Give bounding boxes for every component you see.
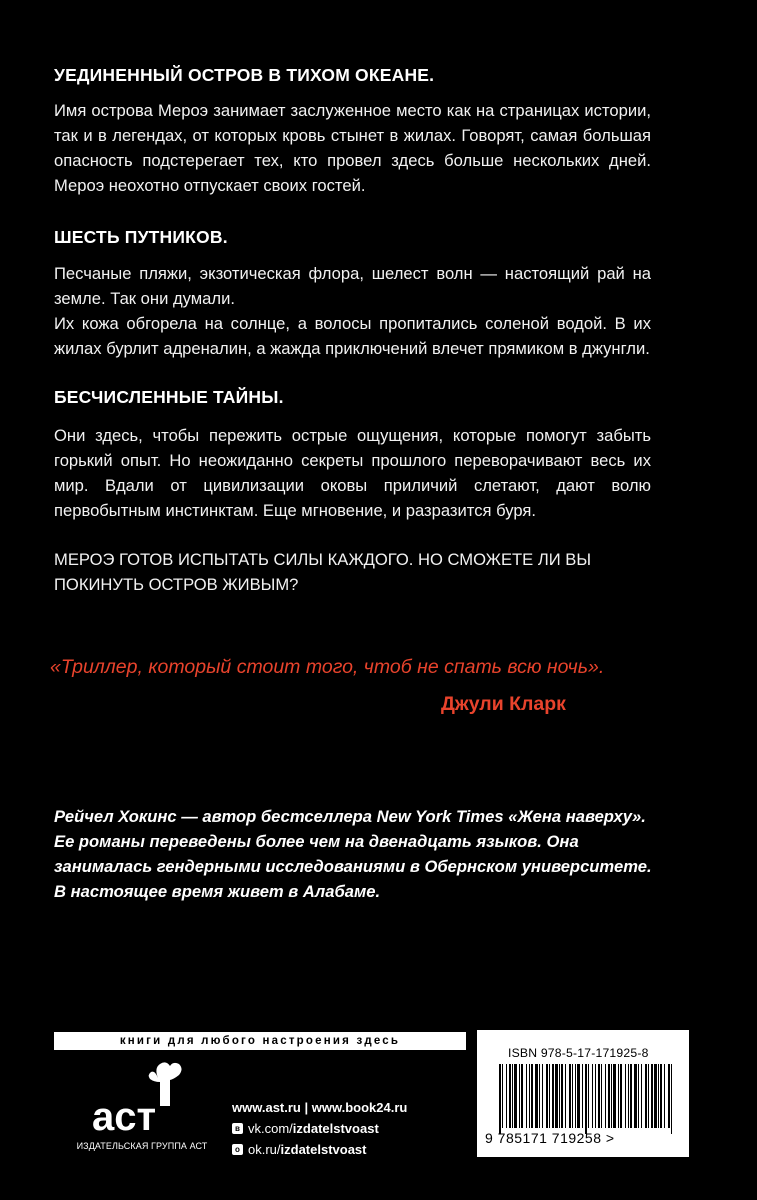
- ok-link-handle[interactable]: izdatelstvoast: [280, 1142, 367, 1157]
- websites-link[interactable]: www.ast.ru | www.book24.ru: [232, 1100, 408, 1115]
- closing-paragraph: [54, 547, 651, 597]
- ok-link-prefix[interactable]: ok.ru/: [248, 1142, 281, 1157]
- island-paragraph: [54, 98, 651, 198]
- vk-link-handle[interactable]: izdatelstvoast: [292, 1121, 379, 1136]
- closing-text: МЕРОЭ ГОТОВ ИСПЫТАТЬ СИЛЫ КАЖДОГО. НО СМОЖЕТЕ ЛИ ВЫ ПОКИНУТЬ ОСТРОВ ЖИВЫМ?: [54, 550, 592, 594]
- publisher-caption: ИЗДАТЕЛЬСКАЯ ГРУППА АСТ: [76, 1141, 208, 1151]
- publisher-slogan: книги для любого настроения здесь: [54, 1032, 466, 1050]
- travelers-text-1: Песчаные пляжи, экзотическая флора, шелест волн — настоящий рай на земле. Так они думали.: [54, 264, 651, 308]
- secrets-text: Они здесь, чтобы пережить острые ощущения, которые помогут забыть горький опыт. Но неожиданно секреты прошлого переворачивают весь их мир. Вдали от цивилизации оковы приличий слетают, дают волю первобытным инстинктам. Еще мгновение, и разразится буря.: [54, 426, 651, 520]
- secrets-paragraph: [54, 423, 651, 523]
- barcode-panel: [477, 1030, 689, 1157]
- websites-row: [232, 1097, 407, 1118]
- logo-wordmark: аст: [92, 1095, 157, 1138]
- review-quote: «Триллер, который стоит того, чтоб не спать всю ночь».: [50, 656, 605, 678]
- section-heading-secrets: БЕСЧИСЛЕННЫЕ ТАЙНЫ.: [54, 387, 284, 407]
- barcode-digits: 9 785171 719258 >: [485, 1130, 615, 1146]
- publisher-links: [232, 1097, 407, 1160]
- travelers-paragraph: [54, 261, 651, 361]
- section-heading-travelers: ШЕСТЬ ПУТНИКОВ.: [54, 227, 228, 247]
- vk-row: [232, 1118, 407, 1139]
- isbn-label: ISBN 978-5-17-171925-8: [508, 1046, 649, 1060]
- ast-logo: [78, 1058, 208, 1138]
- section-heading-island: УЕДИНЕННЫЙ ОСТРОВ В ТИХОМ ОКЕАНЕ.: [54, 65, 435, 85]
- review-quote-author: Джули Кларк: [441, 693, 566, 715]
- vk-icon: в: [232, 1123, 243, 1134]
- ok-row: [232, 1139, 407, 1160]
- travelers-text-2: Их кожа обгорела на солнце, а волосы пропитались соленой водой. В их жилах бурлит адреналин, а жажда приключений влечет прямиком в джунгли.: [54, 314, 651, 358]
- island-text: Имя острова Мероэ занимает заслуженное место как на страницах истории, так и в легендах, от которых кровь стынет в жилах. Говорят, самая большая опасность подстерегает тех, кто провел здесь больше нескольких дней. Мероэ неохотно отпускает своих гостей.: [54, 101, 651, 195]
- about-author: Рейчел Хокинс — автор бестселлера New York Times «Жена наверху». Ее романы переведены более чем на двенадцать языков. Она занималась гендерными исследованиями в Обернском университете. В настоящее время живет в Алабаме.: [54, 807, 652, 901]
- odnoklassniki-icon: о: [232, 1144, 243, 1155]
- vk-link-prefix[interactable]: vk.com/: [248, 1121, 293, 1136]
